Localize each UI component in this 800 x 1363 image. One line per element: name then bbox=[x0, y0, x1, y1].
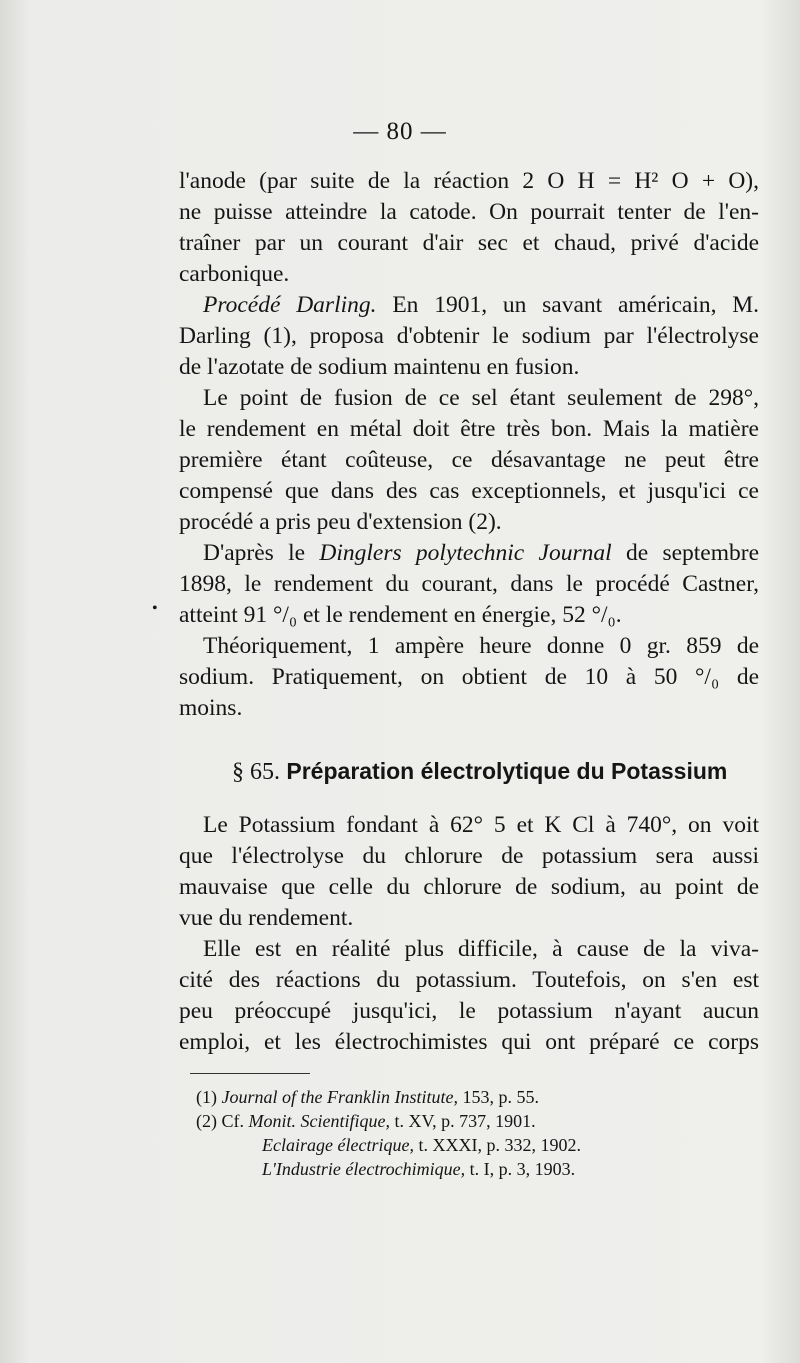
text-span: En 1901, un savant américain, M. bbox=[392, 292, 760, 318]
text-line: Le Potassium fondant à 62° 5 et K Cl à 740°, on voit bbox=[203, 812, 759, 838]
text-span: de septembre bbox=[625, 540, 760, 566]
section-body bbox=[179, 810, 759, 1058]
body-text bbox=[179, 166, 759, 724]
section-heading bbox=[232, 758, 727, 786]
text-line: Darling (1), proposa d'obtenir le sodium par l'électrolyse bbox=[179, 323, 759, 349]
text-line: première étant coûteuse, ce désavantage ne peut être bbox=[179, 447, 759, 473]
footnote-ref: t. XV, p. 737, 1901. bbox=[394, 1111, 536, 1131]
text-line: vue du rendement. bbox=[179, 905, 354, 931]
text-line: emploi, et les électrochimistes qui ont préparé ce corps bbox=[179, 1029, 759, 1055]
footnote-prefix: Cf. bbox=[221, 1111, 244, 1131]
text-line: Théoriquement, 1 ampère heure donne 0 gr. 859 de bbox=[203, 633, 759, 659]
text-line bbox=[179, 290, 759, 321]
text-span: D'après le bbox=[203, 540, 306, 566]
text-line: traîner par un courant d'air sec et chaud, privé d'acide bbox=[179, 230, 759, 256]
text-line: le rendement en métal doit être très bon. Mais la matière bbox=[179, 416, 759, 442]
text-line: moins. bbox=[179, 695, 243, 721]
text-line: sodium. Pratiquement, on obtient de 10 à 50 °/₀ de bbox=[179, 664, 759, 690]
text-line: que l'électrolyse du chlorure de potassium sera aussi bbox=[179, 843, 759, 869]
footnote-divider bbox=[190, 1073, 310, 1074]
text-line: peu préoccupé jusqu'ici, le potassium n'ayant aucun bbox=[179, 998, 759, 1024]
text-line: l'anode (par suite de la réaction 2 O H = H² O + O), bbox=[179, 168, 759, 194]
text-line: de l'azotate de sodium maintenu en fusion. bbox=[179, 354, 580, 380]
section-title: Préparation électrolytique du Potassium bbox=[286, 758, 728, 784]
text-line: carbonique. bbox=[179, 261, 290, 287]
footnote bbox=[262, 1133, 800, 1157]
footnote-number: (1) bbox=[196, 1087, 217, 1107]
footnote bbox=[196, 1085, 756, 1109]
text-line: cité des réactions du potassium. Toutefois, on s'en est bbox=[179, 967, 759, 993]
margin-mark: • bbox=[152, 600, 158, 617]
text-line: Elle est en réalité plus difficile, à cause de la viva- bbox=[203, 936, 759, 962]
footnote-ref: 153, p. 55. bbox=[462, 1087, 539, 1107]
footnote-ref: t. I, p. 3, 1903. bbox=[469, 1159, 576, 1179]
footnote bbox=[196, 1109, 756, 1133]
footnote-title: L'Industrie électrochimique, bbox=[262, 1159, 466, 1179]
text-line bbox=[179, 538, 759, 569]
page-number: — 80 — bbox=[353, 118, 447, 145]
footnote-title: Monit. Scientifique, bbox=[248, 1111, 390, 1131]
journal-title: Dinglers polytechnic Journal bbox=[319, 540, 612, 566]
footnote-ref: t. XXXI, p. 332, 1902. bbox=[418, 1135, 581, 1155]
footnote-number: (2) bbox=[196, 1111, 217, 1131]
text-line: Le point de fusion de ce sel étant seulement de 298°, bbox=[203, 385, 759, 411]
footnote-title: Journal of the Franklin Institute, bbox=[221, 1087, 458, 1107]
text-line: 1898, le rendement du courant, dans le procédé Castner, bbox=[179, 571, 759, 597]
section-mark: § 65. bbox=[232, 759, 280, 785]
text-line: atteint 91 °/₀ et le rendement en énergie, 52 °/₀. bbox=[179, 602, 622, 628]
footnote-title: Eclairage électrique, bbox=[262, 1135, 414, 1155]
text-line: ne puisse atteindre la catode. On pourrait tenter de l'en- bbox=[179, 199, 759, 225]
text-line: procédé a pris peu d'extension (2). bbox=[179, 509, 502, 535]
text-line: compensé que dans des cas exceptionnels, et jusqu'ici ce bbox=[179, 478, 759, 504]
procedure-title: Procédé Darling. bbox=[203, 292, 377, 318]
footnote bbox=[262, 1157, 800, 1181]
text-line: mauvaise que celle du chlorure de sodium, au point de bbox=[179, 874, 759, 900]
